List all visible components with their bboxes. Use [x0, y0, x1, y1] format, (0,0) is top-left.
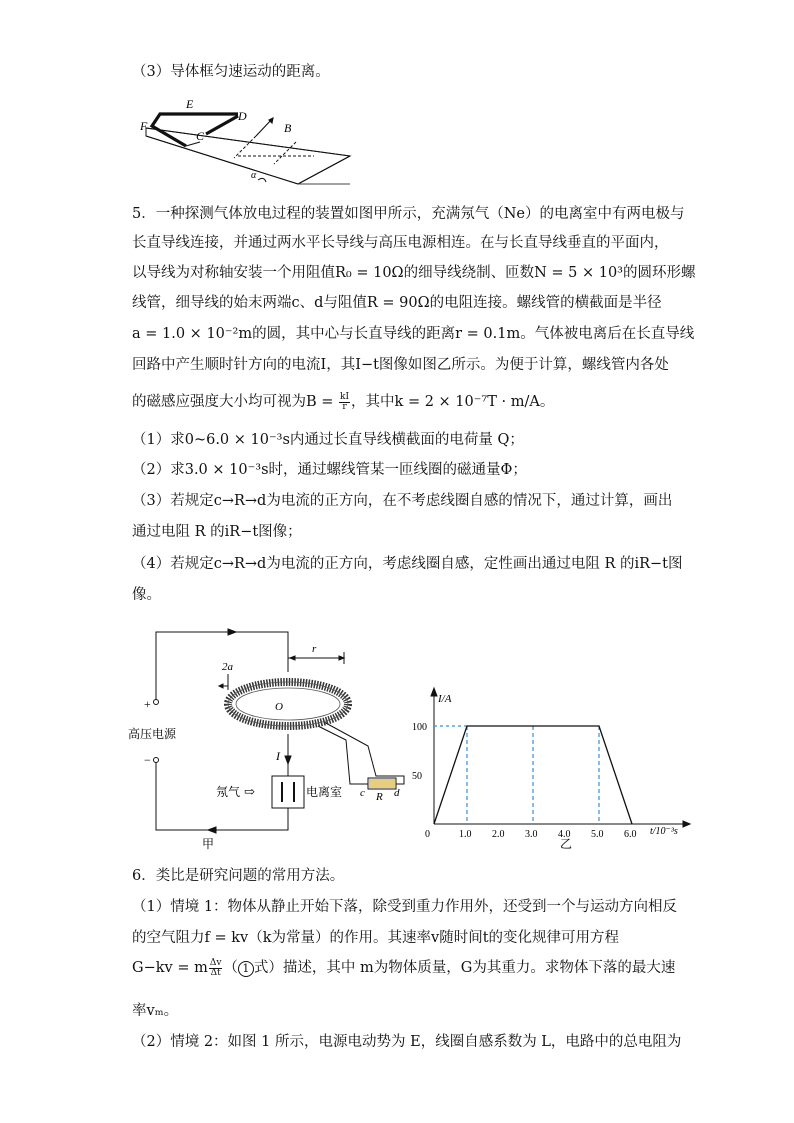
- q6-s1d: 率vₘ。: [132, 1003, 179, 1019]
- plus-sign: +: [144, 697, 151, 711]
- q5-line-6: 回路中产生顺时针方向的电流I，其I−t图像如图乙所示。为便于计算，螺线管内各处: [132, 357, 669, 373]
- y-tick-1: 100: [412, 722, 427, 733]
- neon-label: 氖气: [216, 785, 241, 799]
- q5-line-2: 长直导线连接，并通过两水平长导线与高压电源相连。在与长直导线垂直的平面内，: [132, 235, 669, 251]
- q5-sub-4b: 像。: [132, 587, 161, 603]
- q5-sub-2: （2）求3.0 × 10⁻³s时，通过螺线管某一匝线圈的磁通量Φ；: [132, 462, 527, 478]
- label-r: r: [312, 643, 317, 655]
- hv-source-label: 高压电源: [128, 727, 177, 741]
- q5-sub-3b: 通过电阻 R 的iR−t图像；: [132, 524, 302, 540]
- x-tick-2: 2.0: [492, 829, 505, 840]
- q4-part3: （3）导体框匀速运动的距离。: [132, 64, 330, 80]
- x-axis-label: t/10⁻³s: [650, 826, 678, 837]
- y-axis-arrow: [431, 688, 437, 696]
- q6-s1b: 的空气阻力f = kv（k为常量）的作用。其速率v随时间t的变化规律可用方程: [132, 930, 620, 946]
- label-alpha: α: [251, 170, 257, 181]
- q5-line-7: 的磁感应强度大小均可视为B = $\frac{kI}{r}$ ，其中k = 2 × 10⁻⁷T · m/A。: [132, 391, 555, 412]
- label-B: B: [284, 121, 292, 135]
- q6-s1c: G−kv = m $\frac{\Delta v}{\Delta t}$ （ 1 式）描述，其中 m为物体质量，G为其重力。求物体下落的最大速: [132, 957, 676, 978]
- x-axis-arrow: [683, 821, 690, 827]
- y-tick-0: 50: [412, 771, 422, 782]
- q5-line-4: 线管，细导线的始末两端c、d与阻值R = 90Ω的电阻连接。螺线管的横截面是半径: [132, 295, 662, 311]
- x-tick-5: 5.0: [591, 829, 604, 840]
- q6-s2a: （2）情境 2：如图 1 所示，电源电动势为 E，线圈自感系数为 L，电路中的总电阻为: [132, 1034, 682, 1050]
- minus-sign: −: [144, 753, 151, 767]
- q5-sub-1: （1）求0~6.0 × 10⁻³s内通过长直导线横截面的电荷量 Q；: [132, 432, 524, 448]
- q5-line-5: a = 1.0 × 10⁻²m的圆，其中心与长直导线的距离r = 0.1m。气体被电离后在长直导线: [132, 326, 695, 342]
- caption-jia: 甲: [202, 837, 215, 851]
- q5-line-1: 5．一种探测气体放电过程的装置如图甲所示，充满氖气（Ne）的电离室中有两电极与: [132, 206, 685, 222]
- label-F: F: [140, 119, 148, 133]
- neon-arrow: ⇨: [244, 784, 255, 799]
- q6-title: 6．类比是研究问题的常用方法。: [132, 868, 345, 884]
- chamber-label: 电离室: [306, 785, 343, 799]
- y-axis-label: I/A: [438, 693, 452, 705]
- figure-jia: [128, 622, 418, 854]
- label-E: E: [186, 97, 194, 111]
- label-O: O: [275, 701, 283, 713]
- label-d: d: [394, 787, 400, 799]
- label-c: c: [360, 787, 365, 799]
- chart-yi: [410, 680, 700, 852]
- label-R: R: [376, 791, 383, 803]
- x-tick-1: 1.0: [459, 829, 472, 840]
- q5-line-3: 以导线为对称轴安装一个用阻值R₀ = 10Ω的细导线绕制、匝数N = 5 × 10³的圆环形螺: [132, 265, 696, 281]
- label-I: I: [276, 749, 280, 763]
- x-tick-4: 4.0: [558, 829, 571, 840]
- x-tick-6: 6.0: [624, 829, 637, 840]
- q6-s1a: （1）情境 1：物体从静止开始下落，除受到重力作用外，还受到一个与运动方向相反: [132, 899, 678, 915]
- caption-yi: 乙: [560, 837, 573, 851]
- label-C: C: [196, 129, 205, 143]
- q5-sub-3a: （3）若规定c→R→d为电流的正方向，在不考虑线圈自感的情况下，通过计算，画出: [132, 493, 673, 509]
- x-tick-0: 0: [425, 829, 430, 840]
- label-2a: 2a: [222, 661, 233, 673]
- x-tick-3: 3.0: [525, 829, 538, 840]
- incline-figure: [138, 96, 360, 188]
- q5-sub-4a: （4）若规定c→R→d为电流的正方向，考虑线圈自感，定性画出通过电阻 R 的iR−t图: [132, 556, 683, 572]
- label-D: D: [238, 109, 247, 123]
